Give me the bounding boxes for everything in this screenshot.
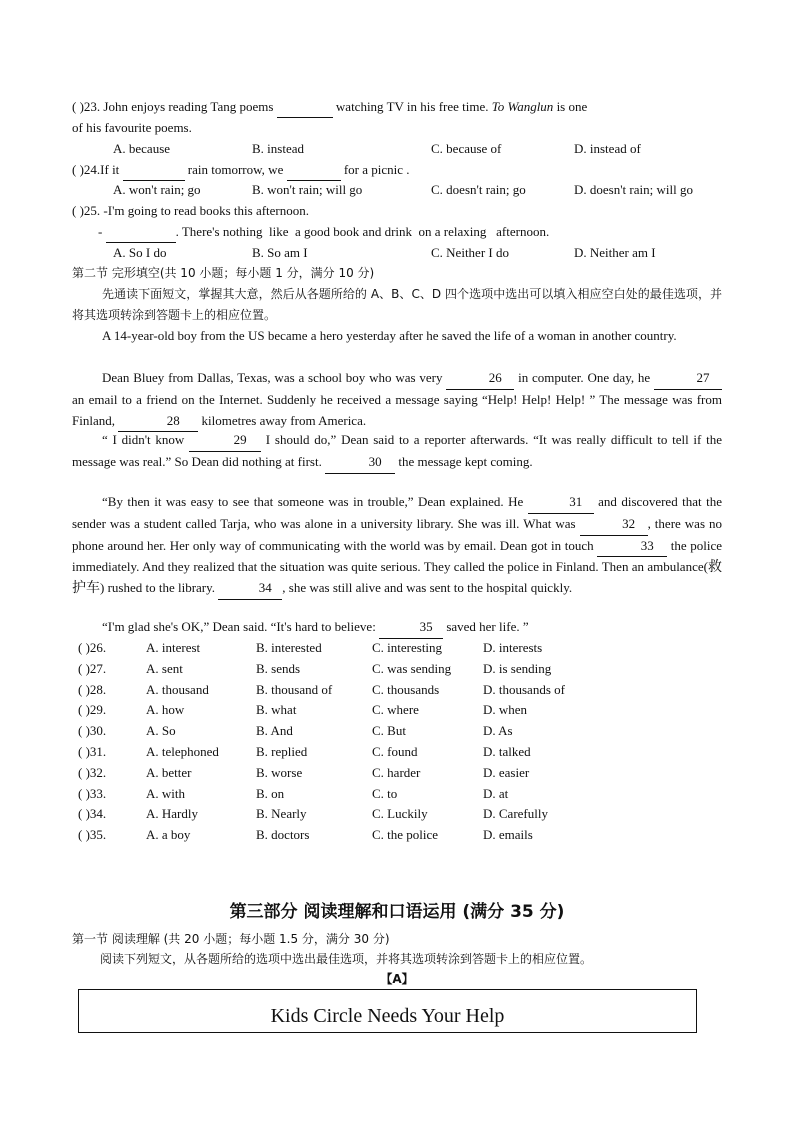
cloze-option-row [72,825,712,845]
option-a: A. how [146,702,185,717]
question-number: ( )34. [78,806,107,821]
q23-option-d: D. instead of [574,141,641,156]
passage-text: and discovered that the sender was a student called Tarja, who was alone in a university library. She was ill. What was [72,494,722,531]
q23-text-a: ( )23. John enjoys reading Tang poems [72,99,277,114]
passage-text: ) rushed to the library. [100,580,219,596]
blank-30: 30 [325,452,395,474]
passage-text: the police immediately. And they realized that the situation was quite serious. They called the police in Finland. Then an ambulance( [72,537,723,575]
passage-text: , there was no phone around her. Her only way of communicating with the world was by email. Dean got in touch [72,515,722,553]
option-a: A. interest [146,640,201,655]
option-c: C. interesting [372,640,443,655]
q25-option-c: C. Neither I do [431,245,509,260]
passage-text: in computer. One day, he [514,370,654,385]
blank-31: 31 [528,492,594,514]
option-a: A. better [146,765,192,780]
option-b: B. Nearly [256,806,307,821]
option-c: C. thousands [372,682,440,697]
option-a: A. telephoned [146,744,219,759]
option-b: B. doctors [256,827,310,842]
q23-text-c: is one [553,99,588,114]
option-a: A. a boy [146,827,191,842]
option-c: C. to [372,786,398,801]
option-c: C. was sending [372,661,452,676]
cloze-option-row [72,784,712,804]
cloze-option-row [72,721,712,741]
q23-line2: of his favourite poems. [72,120,192,135]
passage-a-title: Kids Circle Needs Your Help [270,1005,505,1027]
q25-text-b: . There's nothing like a good book and drink on a relaxing afternoon. [175,224,550,239]
q23-option-c: C. because of [431,141,502,156]
option-d: D. is sending [483,661,552,676]
q24-text-a: ( )24.If it [72,162,123,177]
q24-option-d: D. doesn't rain; will go [574,182,693,197]
q25-text-a: - [72,224,106,239]
q24-text-c: for a picnic . [340,162,410,177]
passage-a-title-box [78,989,697,1033]
option-d: D. interests [483,640,543,655]
passage-paragraph-4 [72,492,722,600]
section-2-heading: 第二节 完形填空(共 10 小题；每小题 1 分，满分 10 分) [72,266,375,280]
q25-line2 [72,222,722,243]
passage-text: an email to a friend on the Internet. Suddenly he received a message saying “Help! Help! Help! ” The message was from Finland, [72,391,722,428]
blank-34: 34 [218,578,282,600]
option-a: A. Hardly [146,806,198,821]
passage-text: “ I didn't know [102,432,190,447]
part-3-instruction: 阅读下列短文，从各题所给的选项中选出最佳选项，并将其选项转涂到答题卡上的相应位置。 [100,952,593,966]
blank-28: 28 [118,411,198,433]
passage-paragraph-5 [72,617,722,639]
option-c: C. the police [372,827,439,842]
q25-option-a: A. So I do [113,245,167,260]
passage-paragraph-1: A 14-year-old boy from the US became a hero yesterday after he saved the life of a woman in another country. [102,328,677,343]
answer-blank [277,97,333,118]
passage-text: , she was still alive and was sent to the hospital quickly. [282,580,573,596]
q24-option-c: C. doesn't rain; go [431,182,526,197]
question-25: ( )25. -I'm going to read books this afternoon. [72,203,310,218]
part-3-title: 第三部分 阅读理解和口语运用 (满分 35 分) [229,902,565,922]
option-b: B. worse [256,765,303,780]
option-a: A. sent [146,661,183,676]
option-b: B. And [256,723,293,738]
cloze-option-row [72,742,712,762]
option-d: D. easier [483,765,530,780]
q23-option-a: A. because [113,141,171,156]
cloze-option-row [72,700,712,720]
blank-33: 33 [597,536,667,558]
q24-option-b: B. won't rain; will go [252,182,363,197]
question-number: ( )32. [78,765,107,780]
option-b: B. sends [256,661,301,676]
passage-paragraph-2 [72,368,722,432]
option-b: B. on [256,786,285,801]
question-24 [72,160,722,181]
passage-text: the message kept coming. [395,453,533,469]
option-a: A. So [146,723,176,738]
option-d: D. talked [483,744,531,759]
q23-text-b: watching TV in his free time. [332,99,492,114]
cloze-option-row [72,763,712,783]
option-c: C. harder [372,765,421,780]
question-number: ( )35. [78,827,107,842]
section-2-instruction: 先通读下面短文，掌握其大意，然后从各题所给的 A、B、C、D 四个选项中选出可以填入相应空白处的最佳选项，并将其选项转涂到答题卡上的相应位置。 [72,287,722,322]
option-b: B. what [256,702,297,717]
question-number: ( )29. [78,702,107,717]
poem-title: To Wanglun [491,99,554,114]
option-d: D. when [483,702,528,717]
answer-blank [106,222,176,243]
passage-text: saved her life. ” [443,619,529,634]
cloze-option-row [72,659,712,679]
question-number: ( )30. [78,723,107,738]
option-d: D. Carefully [483,806,548,821]
answer-blank [287,160,341,181]
cloze-option-row [72,680,712,700]
question-23 [72,97,722,118]
cloze-option-row [72,638,712,658]
question-number: ( )26. [78,640,107,655]
option-b: B. interested [256,640,322,655]
question-number: ( )33. [78,786,107,801]
passage-tag: 【A】 [380,972,414,986]
question-number: ( )27. [78,661,107,676]
q24-option-a: A. won't rain; go [113,182,201,197]
passage-text: “By then it was easy to see that someone was in trouble,” Dean explained. He [102,494,528,509]
option-b: B. replied [256,744,308,759]
cloze-option-row [72,804,712,824]
option-c: C. where [372,702,419,717]
question-number: ( )28. [78,682,107,697]
answer-blank [123,160,185,181]
passage-paragraph-3 [72,430,722,474]
passage-text: Dean Bluey from Dallas, Texas, was a school boy who was very [102,370,447,385]
question-number: ( )31. [78,744,107,759]
q25-option-b: B. So am I [252,245,308,260]
option-d: D. emails [483,827,533,842]
option-d: D. at [483,786,509,801]
blank-27: 27 [654,368,722,390]
part-3-section-1-heading: 第一节 阅读理解 (共 20 小题；每小题 1.5 分，满分 30 分) [72,932,390,946]
option-c: C. found [372,744,418,759]
passage-text: kilometres away from America. [198,412,367,428]
chinese-gloss: 救护车 [72,559,722,597]
option-d: D. thousands of [483,682,565,697]
blank-35: 35 [379,617,443,639]
option-a: A. thousand [146,682,209,697]
option-a: A. with [146,786,185,801]
blank-32: 32 [580,514,648,536]
blank-29: 29 [189,430,261,452]
q23-option-b: B. instead [252,141,304,156]
option-b: B. thousand of [256,682,333,697]
passage-text: “I'm glad she's OK,” Dean said. “It's hard to believe: [102,619,380,634]
option-c: C. But [372,723,406,738]
passage-text: I should do,” Dean said to a reporter afterwards. “It was really difficult to tell if the message was real.” So Dean did nothing at first. [72,432,723,469]
q24-text-b: rain tomorrow, we [184,162,287,177]
blank-26: 26 [446,368,514,390]
option-d: D. As [483,723,513,738]
option-c: C. Luckily [372,806,428,821]
q25-option-d: D. Neither am I [574,245,656,260]
